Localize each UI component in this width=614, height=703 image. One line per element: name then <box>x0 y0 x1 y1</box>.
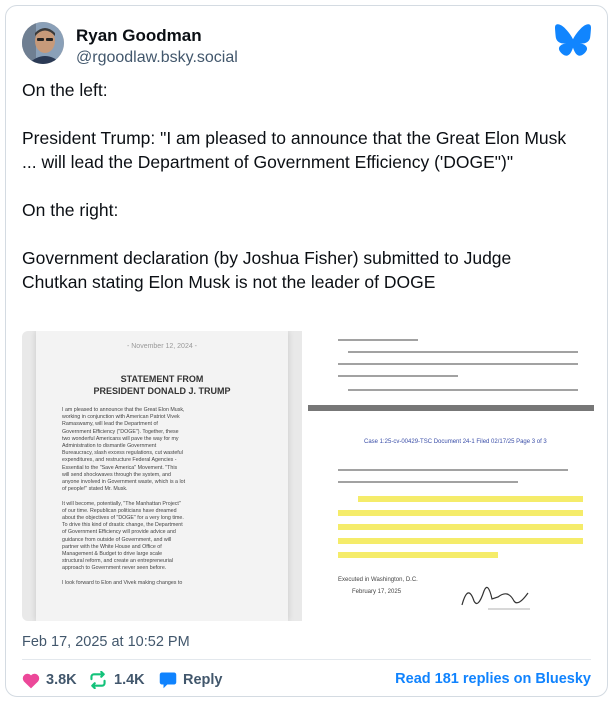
highlighted-line <box>338 552 498 558</box>
post-paragraph: President Trump: "I am pleased to announce that the Great Elon Musk ... will lead the Department of Government Efficiency ('DOGE")" <box>22 128 567 172</box>
repost-icon <box>88 671 108 689</box>
post-paragraph: On the right: <box>22 200 119 220</box>
highlighted-line <box>338 538 583 544</box>
post-paragraph: On the left: <box>22 80 108 100</box>
highlighted-line <box>338 524 583 530</box>
repost-button[interactable] <box>88 667 145 693</box>
highlighted-line <box>358 496 583 502</box>
avatar[interactable] <box>22 22 64 64</box>
image-trump-statement[interactable] <box>22 331 302 621</box>
statement-paper <box>36 331 288 621</box>
post-body <box>22 78 597 294</box>
reply-bubble-icon <box>159 671 177 689</box>
bluesky-butterfly-icon[interactable] <box>555 24 591 56</box>
repost-count: 1.4K <box>114 672 145 688</box>
post-header <box>22 18 591 68</box>
statement-body: I am pleased to announce that the Great Elon Musk, working in conjunction with American Patriot Vivek Ramaswamy, will lead the Department of Government Efficiency ("DOGE"). Together, these two wonderful Americans will pave the way for my Administration to dismantle Government Bureaucracy, slash excess regulations, cut wasteful expenditures, and restructure Federal Agencies - Essential to the "Save America" Movement. "This will send shockwaves through the system, and anyone involved in Government waste, which is a lot of people!" stated Mr. Musk. It will become, potentially, "The Manhattan Project" of our time. Republican politicians have dreamed about the objectives of "DOGE" for a very long time. To drive this kind of drastic change, the Department of Government Efficiency will provide advice and guidance from outside of Government, and will partner with the White House and Office of Management & Budget to drive large scale structural reform, and create an entrepreneurial approach to Government never seen before. I look forward to Elon and Vivek making changes to <box>62 407 186 586</box>
image-court-declaration[interactable] <box>308 331 594 621</box>
post-timestamp[interactable]: Feb 17, 2025 at 10:52 PM <box>22 634 190 650</box>
declaration-top-page <box>308 331 594 401</box>
page-separator <box>308 405 594 411</box>
statement-date: - November 12, 2024 - <box>126 343 198 350</box>
author-handle[interactable]: @rgoodlaw.bsky.social <box>76 49 238 66</box>
like-count: 3.8K <box>46 672 77 688</box>
post-card <box>5 5 608 697</box>
signature-icon <box>458 579 538 615</box>
author-name[interactable]: Ryan Goodman <box>76 26 202 45</box>
avatar-image <box>22 22 64 64</box>
declaration-date: February 17, 2025 <box>352 589 402 595</box>
post-actions <box>22 667 591 693</box>
highlighted-line <box>338 510 583 516</box>
read-replies-link[interactable]: Read 181 replies on Bluesky <box>395 671 591 687</box>
like-button[interactable] <box>22 667 77 693</box>
reply-button[interactable] <box>159 667 223 693</box>
post-paragraph: Government declaration (by Joshua Fisher) submitted to Judge Chutkan stating Elon Musk is not the leader of DOGE <box>22 248 512 292</box>
declaration-case-line: Case 1:25-cv-00429-TSC Document 24-1 Filed 02/17/25 Page 3 of 3 <box>364 439 547 445</box>
divider <box>22 659 591 660</box>
statement-heading: STATEMENT FROM PRESIDENT DONALD J. TRUMP <box>93 374 231 396</box>
declaration-place: Executed in Washington, D.C. <box>338 577 418 583</box>
heart-icon <box>22 672 40 689</box>
post-images <box>22 331 594 621</box>
reply-label: Reply <box>183 672 223 688</box>
